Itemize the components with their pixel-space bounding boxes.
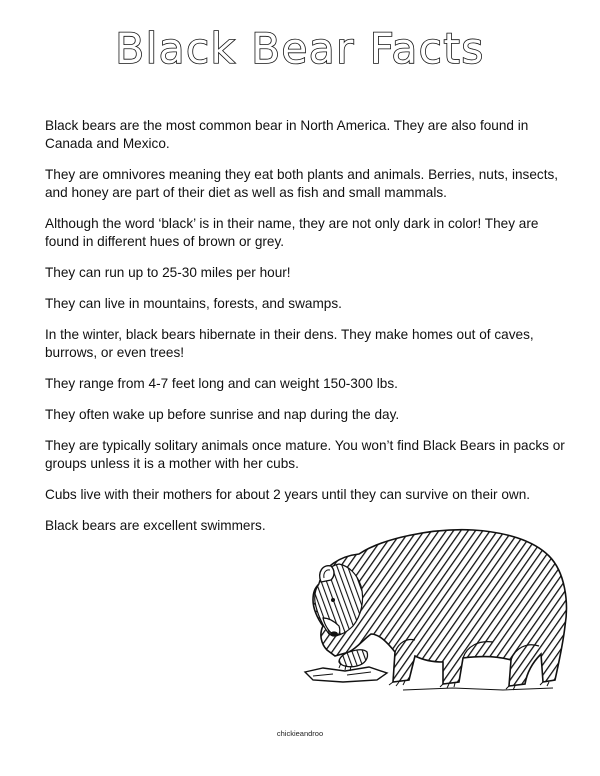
bear-nose xyxy=(330,631,338,636)
bear-eye xyxy=(331,598,335,602)
black-bear-illustration-icon xyxy=(283,522,583,697)
title-container xyxy=(0,24,600,73)
ground-line xyxy=(403,688,553,690)
fact-item: Although the word ‘black’ is in their name, they are not only dark in color! They are found in different hues of brown or grey. xyxy=(45,216,539,249)
credit-text: chickieandroo xyxy=(276,729,324,738)
fact-item: In the winter, black bears hibernate in their dens. They make homes out of caves, burrows, or even trees! xyxy=(45,327,534,360)
fact-item: They can run up to 25-30 miles per hour! xyxy=(45,265,291,280)
page-title: Black Bear Facts xyxy=(115,24,485,73)
fact-item: Black bears are the most common bear in North America. They are also found in Canada and Mexico. xyxy=(45,118,529,151)
ground-rock xyxy=(305,667,387,682)
fact-item: They can live in mountains, forests, and swamps. xyxy=(45,296,342,311)
fact-item: They often wake up before sunrise and nap during the day. xyxy=(45,407,400,422)
fact-item: They are omnivores meaning they eat both plants and animals. Berries, nuts, insects, and honey are part of their diet as well as fish and small mammals. xyxy=(45,167,559,200)
fact-item: They range from 4-7 feet long and can weight 150-300 lbs. xyxy=(45,376,398,391)
fact-item: Cubs live with their mothers for about 2 years until they can survive on their own. xyxy=(45,487,531,502)
fact-item: Black bears are excellent swimmers. xyxy=(45,518,266,533)
facts-list xyxy=(45,117,565,548)
bear-ear xyxy=(320,566,334,582)
fact-item: They are typically solitary animals once mature. You won’t find Black Bears in packs or groups unless it is a mother with her cubs. xyxy=(45,438,565,471)
